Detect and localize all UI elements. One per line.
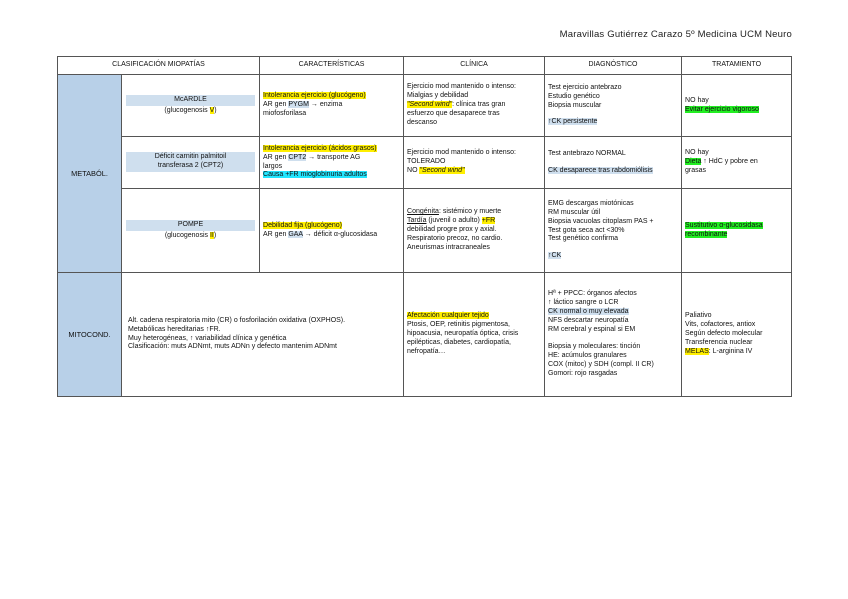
mito-clinic: Afectación cualquier tejido Ptosis, OEP, retinitis pigmentosa, hipoacusia, neuropatía óptica, crisis epilépticas, diabetes, cardiopatía, nefropatía…	[404, 273, 545, 397]
cpt2-treatment: NO hay Dieta ↑ HdC y pobre en grasas	[682, 137, 792, 189]
table-row-mito	[58, 273, 792, 397]
table-row-cpt2	[58, 137, 792, 189]
mcardle-subtitle: (glucogenosis V)	[164, 107, 217, 114]
cpt2-characteristics: Intolerancia ejercicio (ácidos grasos) AR gen CPT2 → transporte AG largos Causa +FR mioglobinuria adultos	[260, 137, 404, 189]
pompe-name: POMPE	[126, 220, 255, 231]
mito-diagnosis: Hª + PPCC: órganos afectos ↑ láctico sangre o LCR CK normal o muy elevada NFS descartar neuropatía RM cerebral y espinal si EM Biopsia y moleculares: tinción HE: acúmulos granulares COX (mitoc) y SDH (compl. II CR) Gomori: rojo rasgadas	[545, 273, 682, 397]
mito-characteristics: Alt. cadena respiratoria mito (CR) o fosforilación oxidativa (OXPHOS). Metabólicas hereditarias ↑FR. Muy heterogéneas, ↑ variabilidad clínica y genética Clasificación: muts ADNmt, muts ADNn y defecto mantenim ADNmt	[122, 273, 404, 397]
header-characteristics: CARACTERÍSTICAS	[260, 57, 404, 75]
header-clinic: CLÍNICA	[404, 57, 545, 75]
cpt2-name-cell	[122, 137, 260, 189]
mcardle-name-cell	[122, 75, 260, 137]
mito-treatment: Paliativo Vits, cofactores, antiox Según defecto molecular Transferencia nuclear MELAS: L-arginina IV	[682, 273, 792, 397]
cpt2-diagnosis: Test antebrazo NORMAL CK desaparece tras rabdomiólisis	[545, 137, 682, 189]
cpt2-name: Déficit carnitin palmitoil transferasa 2 (CPT2)	[126, 152, 255, 172]
mcardle-clinic: Ejercicio mod mantenido o intenso: Mialgias y debilidad "Second wind": clínica tras gran esfuerzo que desaparece tras descanso	[404, 75, 545, 137]
myopathy-table	[57, 56, 792, 397]
cpt2-clinic: Ejercicio mod mantenido o intenso: TOLERADO NO "Second wind"	[404, 137, 545, 189]
mcardle-characteristics: Intolerancia ejercicio (glucógeno) AR gen PYGM → enzima miofosforilasa	[260, 75, 404, 137]
header-classification: CLASIFICACIÓN MIOPATÍAS	[58, 57, 260, 75]
group-mitochondrial: MITOCOND.	[58, 273, 122, 397]
pompe-diagnosis: EMG descargas miotónicas RM muscular útil Biopsia vacuolas citoplasm PAS + Test gota seca act <30% Test genético confirma ↑CK	[545, 189, 682, 273]
pompe-name-cell	[122, 189, 260, 273]
table-row-pompe	[58, 189, 792, 273]
group-metabolic: METABÓL.	[58, 75, 122, 273]
header-diagnosis: DIAGNÓSTICO	[545, 57, 682, 75]
pompe-characteristics: Debilidad fija (glucógeno) AR gen GAA → déficit α-glucosidasa	[260, 189, 404, 273]
author-line: Maravillas Gutiérrez Carazo 5º Medicina UCM Neuro	[559, 29, 792, 40]
pompe-subtitle: (glucogenosis II)	[164, 232, 217, 239]
table-row-mcardle	[58, 75, 792, 137]
mcardle-treatment: NO hay Evitar ejercicio vigoroso	[682, 75, 792, 137]
pompe-treatment: Sustitutivo α-glucosidasa recombinante	[682, 189, 792, 273]
header-treatment: TRATAMIENTO	[682, 57, 792, 75]
mcardle-name: McARDLE	[126, 95, 255, 106]
mcardle-diagnosis: Test ejercicio antebrazo Estudio genético Biopsia muscular ↑CK persistente	[545, 75, 682, 137]
pompe-clinic: Congénita: sistémico y muerte Tardía (juvenil o adulto) +FR debilidad progre prox y axial. Respiratorio precoz, no cardio. Aneurismas intracraneales	[404, 189, 545, 273]
header-row	[58, 57, 792, 75]
